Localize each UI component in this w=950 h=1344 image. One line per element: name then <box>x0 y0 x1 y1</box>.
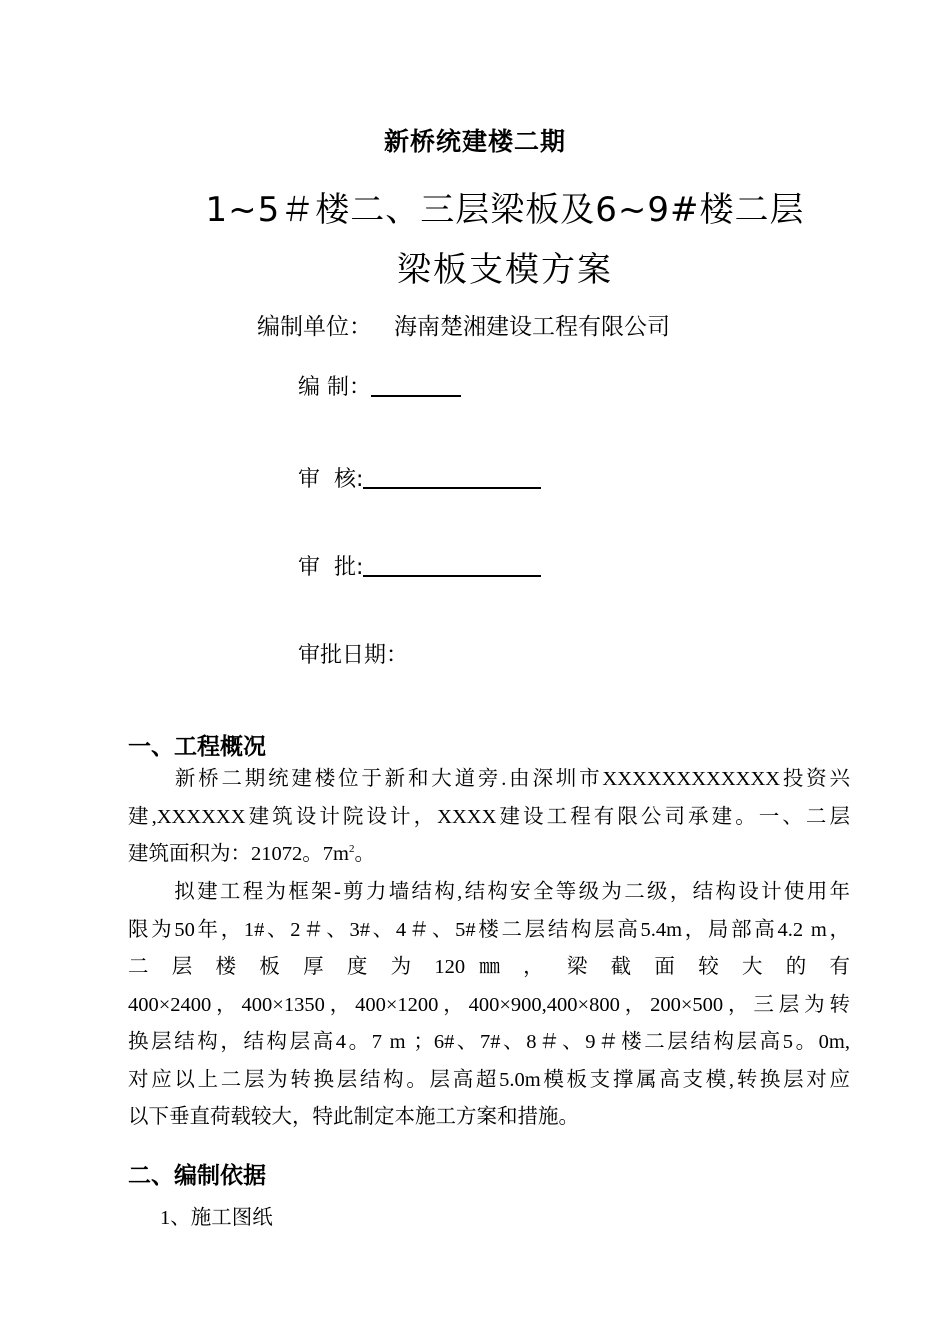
reviewer-label: 审 核: <box>298 467 364 492</box>
reviewer-signature <box>298 462 541 493</box>
compiler-signature <box>298 370 461 401</box>
approval-date <box>298 638 408 669</box>
paragraph-line: 拟建工程为框架-剪力墙结构,结构安全等级为二级，结构设计使用年 <box>172 881 850 903</box>
overview-paragraph-2 <box>128 874 850 1137</box>
approver-label: 审 批: <box>298 555 364 580</box>
paragraph-line: 建,XXXXXX建筑设计院设计，XXXX建设工程有限公司承建。一、二层 <box>128 805 850 828</box>
paragraph-line: 对应以上二层为转换层结构。层高超5.0m模板支撑属高支模,转换层对应 <box>128 1068 850 1091</box>
compiling-unit <box>257 308 670 341</box>
compiling-unit-value: 海南楚湘建设工程有限公司 <box>394 314 670 340</box>
approver-signature-line <box>363 574 541 577</box>
reviewer-signature-line <box>363 486 541 489</box>
paragraph-line: 以下垂直荷载较大，特此制定本施工方案和措施。 <box>128 1106 579 1128</box>
paragraph-line: 400×2400，400×1350，400×1200，400×900,400×800，200×500，三层为转 <box>128 993 850 1016</box>
project-title: 新桥统建楼二期 <box>383 127 566 156</box>
section-heading-overview: 一、工程概况 <box>128 734 266 760</box>
compiler-label: 编 制： <box>298 375 371 400</box>
paragraph-line: 建筑面积为：21072。$7m^2$。 <box>128 843 375 865</box>
paragraph-line: 换层结构，结构层高4。7 m ；6#、7#、8＃、9＃楼二层结构层高5。0m, <box>128 1031 850 1053</box>
paragraph-line: 限为50年，1#、2＃、3#、4＃、5#楼二层结构层高5.4m，局部高4.2 m， <box>128 918 850 941</box>
plan-title-line2: 梁板支模方案 <box>397 250 613 290</box>
section-heading-basis: 二、编制依据 <box>128 1163 266 1189</box>
plan-title-line1: 1~5＃楼二、三层梁板及6~9#楼二层 <box>205 190 805 230</box>
paragraph-line: 二 层 楼 板 厚 度 为 120 ㎜ ， 梁 截 面 较 大 的 有 <box>128 956 850 978</box>
compiling-unit-label: 编制单位： <box>257 314 372 340</box>
paragraph-line: 新桥二期统建楼位于新和大道旁.由深圳市XXXXXXXXXXXX投资兴 <box>172 768 850 790</box>
compiler-signature-line <box>371 394 461 397</box>
approver-signature <box>298 550 541 581</box>
overview-paragraph-1 <box>128 761 850 874</box>
approval-date-label: 审批日期： <box>298 643 409 668</box>
basis-item-1: 1、施工图纸 <box>160 1207 273 1229</box>
superscript: 2 <box>348 843 355 856</box>
